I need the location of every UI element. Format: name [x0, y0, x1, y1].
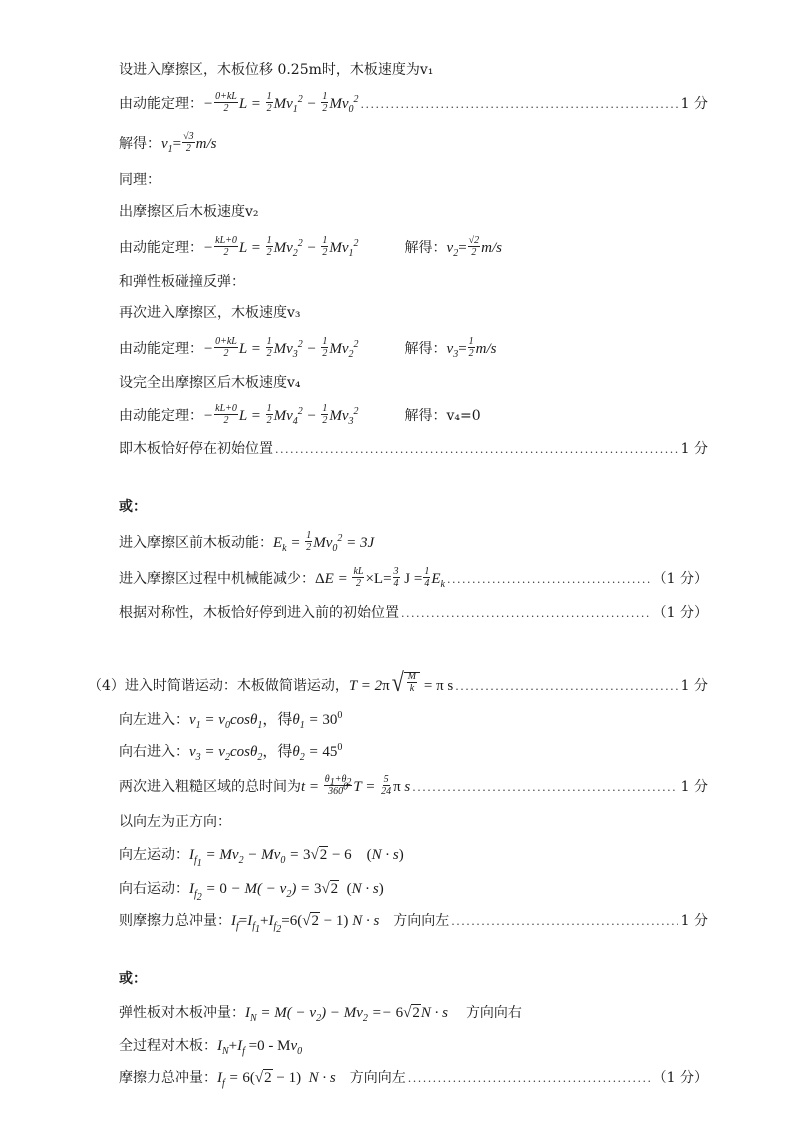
equation: $I_f=I_{f_1}+I_{f_2}=6(√2 - 1) N \cdot s$: [231, 913, 380, 935]
equation-line: [119, 710, 708, 730]
leader-dots: [401, 604, 650, 624]
equation-line: [119, 742, 708, 762]
alternative-heading: [119, 969, 708, 989]
leader-dots: [275, 440, 678, 460]
line-label: 由动能定理：: [119, 407, 203, 424]
equation-line: [119, 338, 708, 361]
line-label: 进入摩擦区过程中机械能减少：: [119, 570, 315, 587]
leader-dots: [361, 95, 678, 115]
text-line: [119, 202, 708, 222]
line-label: 向右进入：: [119, 744, 189, 760]
text-line: [119, 170, 708, 190]
line-label: 两次进入粗糙区域的总时间为: [119, 778, 301, 795]
line-label: 则摩擦力总冲量：: [119, 913, 231, 929]
equation: $v_3=$ $\frac{1}{2}$ m/s: [446, 336, 497, 360]
line-text: 和弹性板碰撞反弹：: [119, 274, 245, 290]
equation: $v_1 = v_0\cos\theta_1$，得$\theta_1 = 30^0$: [189, 710, 343, 731]
equation-line: [119, 1003, 708, 1023]
equation-line: [119, 1068, 708, 1089]
equation: $I_{f_1} = Mv_2 - Mv_0 = 3√2 - 6$ (N · s): [189, 847, 404, 869]
direction: 方向向右: [465, 1005, 522, 1021]
line-label: 向左进入：: [119, 712, 189, 728]
line-label: 全过程对木板：: [119, 1038, 217, 1054]
score: 1 分: [680, 778, 708, 795]
score: 1 分: [680, 678, 708, 694]
line-label: 向左运动：: [119, 847, 189, 863]
line-text: 以向左为正方向：: [119, 814, 231, 830]
line-label: 由动能定理：: [119, 239, 203, 256]
equation-line: [119, 568, 708, 591]
question-number: （4）: [88, 678, 125, 694]
line-label: 根据对称性，木板恰好停到进入前的初始位置: [119, 605, 399, 621]
equation-line: [119, 93, 708, 116]
equation: T = 2π √ $\frac{M}{k}$ = π s: [348, 667, 454, 698]
equation: $v_1=$ $\frac{√3}{2}$ m/s: [161, 131, 217, 155]
line-text: 出摩擦区后木板速度v₂: [119, 204, 259, 220]
or-label: 或：: [119, 971, 147, 987]
equation: − $\frac{0+kL}{2}$ L = $\frac{1}{2}$ $Mv_3^2$ − $\frac{1}{2}$ $Mv_2^2$: [203, 336, 359, 360]
score: （1 分）: [652, 1070, 708, 1086]
equation: $v_2=$ $\frac{√2}{2}$ m/s: [446, 235, 502, 259]
line-text: 再次进入摩擦区，木板速度v₃: [119, 305, 301, 321]
equation: $I_{f_2} = 0 - M( - v_2) = 3√2$ (N · s): [189, 881, 384, 903]
leader-dots: [408, 1069, 650, 1089]
solve-label: 解得：: [404, 340, 447, 357]
text-line: [119, 272, 708, 292]
score: 1 分: [680, 913, 708, 929]
equation-line: [119, 1036, 708, 1056]
equation-line: [119, 405, 708, 428]
leader-dots: [412, 778, 677, 798]
line-label: 由动能定理：: [119, 95, 203, 112]
score: 1 分: [680, 95, 708, 112]
text-line: [119, 60, 708, 80]
equation-line: [119, 879, 708, 903]
equation: $E_k$ = $\frac{1}{2}$ $Mv_0^2 = 3J$: [273, 530, 375, 554]
equation: ΔE = $\frac{kL}{2}$ ×L= $\frac{3}{4}$ J = $\frac{1}{4}$ $E_k$: [315, 566, 445, 590]
equation: − $\frac{kL+0}{2}$ L = $\frac{1}{2}$ $Mv_4^2$ − $\frac{1}{2}$ $Mv_3^2$: [203, 403, 359, 427]
leader-dots: [451, 912, 677, 932]
equation: − $\frac{kL+0}{2}$ L = $\frac{1}{2}$ $Mv_2^2$ − $\frac{1}{2}$ $Mv_1^2$: [203, 235, 359, 259]
equation: t = $\frac{\theta_1+\theta_2}{360^0}$ T = $\frac{5}{24}$ π s: [301, 774, 411, 797]
equation: $I_f = 6(√2 - 1) N \cdot s$: [217, 1070, 336, 1089]
equation: $I_N+I_f =0 - Mv_0$: [217, 1038, 303, 1057]
line-label: 解得：: [119, 135, 161, 152]
line-text: 设完全出摩擦区后木板速度v₄: [119, 375, 301, 391]
solve-label: 解得：v₄=0: [404, 407, 481, 424]
line-text: 同理：: [119, 172, 161, 188]
text-line: [119, 373, 708, 393]
score: 1 分: [680, 441, 708, 457]
solve-label: 解得：: [404, 239, 447, 256]
line-label: 弹性板对木板冲量：: [119, 1005, 245, 1021]
equation-line: [119, 911, 708, 935]
or-label: 或：: [119, 499, 147, 515]
equation-line: [88, 667, 708, 698]
line-label: 进入摩擦区前木板动能：: [119, 534, 273, 551]
score: （1 分）: [652, 570, 708, 587]
text-line: [119, 303, 708, 323]
line-label: 进入时简谐运动：木板做简谐运动，: [124, 678, 349, 694]
equation-line: [119, 845, 708, 869]
line-text: 设进入摩擦区，木板位移 0.25m时，木板速度为v₁: [119, 62, 434, 78]
equation: $v_3 = v_2\cos\theta_2$，得$\theta_2 = 45^0$: [189, 742, 343, 763]
text-line: [119, 603, 708, 624]
leader-dots: [455, 677, 677, 697]
equation-line: [119, 532, 708, 555]
equation: − $\frac{0+kL}{2}$ L = $\frac{1}{2}$ $Mv_1^2$ − $\frac{1}{2}$ $Mv_0^2$: [203, 91, 359, 115]
direction: 方向向左: [393, 913, 450, 929]
score: （1 分）: [652, 605, 708, 621]
direction: 方向向左: [349, 1070, 406, 1086]
line-label: 由动能定理：: [119, 340, 203, 357]
equation-line: [119, 237, 708, 260]
line-label: 向右运动：: [119, 881, 189, 897]
text-line: [119, 439, 708, 460]
text-line: [119, 812, 708, 832]
leader-dots: [447, 570, 650, 590]
equation: $I_N = M( - v_2) - Mv_2 =- 6√2N \cdot s$: [245, 1005, 448, 1024]
equation-line: [119, 776, 708, 799]
line-label: 摩擦力总冲量：: [119, 1070, 217, 1086]
line-label: 即木板恰好停在初始位置: [119, 441, 273, 457]
equation-line: [119, 133, 708, 156]
alternative-heading: [119, 497, 708, 517]
